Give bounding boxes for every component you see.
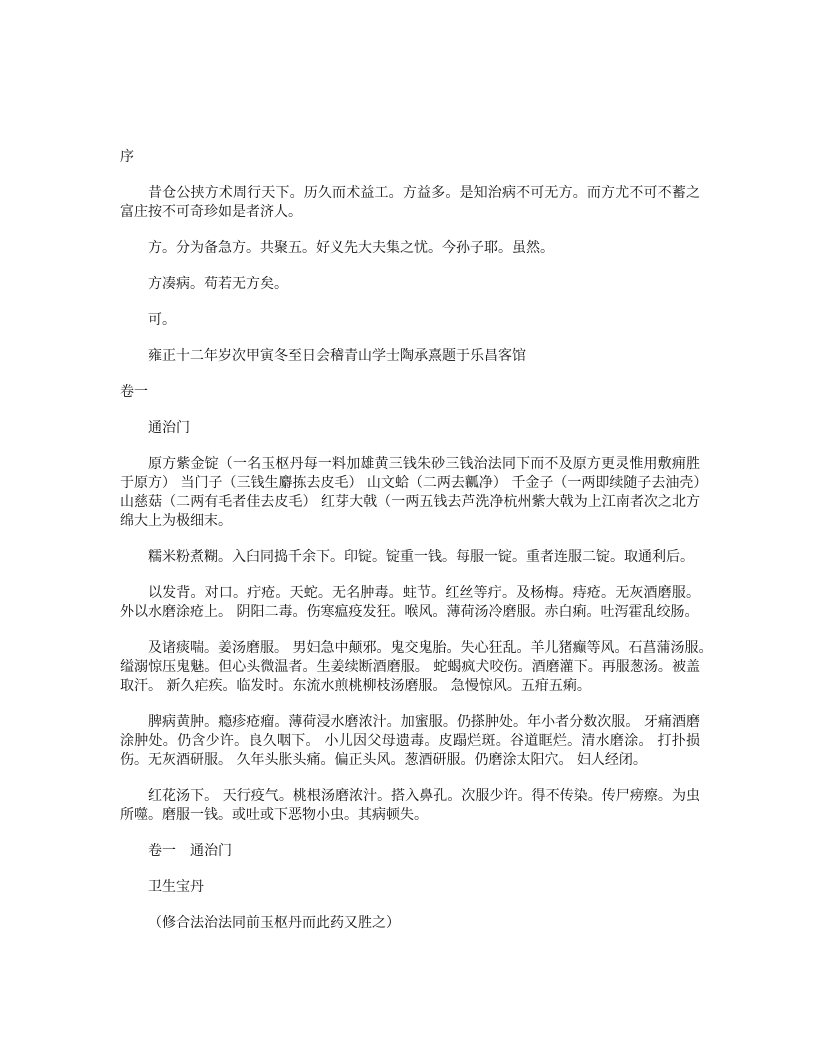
text-line: 山慈菇（二两有毛者佳去皮毛） 红芽大戟（一两五钱去芦洗净杭州紫大戟为上江南者次之北方 bbox=[120, 494, 700, 510]
paragraph bbox=[120, 914, 700, 933]
paragraph bbox=[120, 842, 700, 861]
text-line: 以发背。对口。疔疮。天蛇。无名肿毒。蛀节。红丝等疔。及杨梅。痔疮。无灰酒磨服。 bbox=[148, 585, 700, 601]
text-line: 富庄按不可奇珍如是者济人。 bbox=[120, 204, 302, 220]
text-line: 红花汤下。 天行疫气。桃根汤磨浓汁。搭入鼻孔。次服少许。得不传染。传尸痨瘵。为虫 bbox=[148, 788, 700, 804]
text-line: 卷一 bbox=[120, 384, 148, 400]
text-line: 序 bbox=[120, 149, 134, 165]
paragraph bbox=[120, 584, 700, 622]
paragraph bbox=[120, 347, 700, 366]
paragraph bbox=[120, 713, 700, 770]
paragraph bbox=[120, 311, 700, 330]
text-line: 取汗。 新久疟疾。临发时。东流水煎桃柳枝汤磨服。 急慢惊风。五疳五痢。 bbox=[120, 678, 591, 694]
text-line: 糯米粉煮糊。入臼同捣千余下。印锭。锭重一钱。每服一锭。重者连服二锭。取通利后。 bbox=[148, 549, 694, 565]
document-page bbox=[120, 148, 713, 950]
text-line: 昔仓公挟方术周行天下。历久而术益工。方益多。是知治病不可无方。而方尤不可不蓄之 bbox=[148, 185, 700, 201]
text-line: 绵大上为极细末。 bbox=[120, 513, 232, 529]
text-line: 卫生宝丹 bbox=[148, 879, 204, 895]
text-line: 所噬。磨服一钱。或吐或下恶物小虫。其病顿失。 bbox=[120, 807, 428, 823]
text-line: 卷一 通治门 bbox=[148, 843, 232, 859]
text-line: 雍正十二年岁次甲寅冬至日会稽青山学士陶承熹题于乐昌客馆 bbox=[148, 348, 526, 364]
paragraph bbox=[120, 275, 700, 294]
text-line: 外以水磨涂疮上。 阴阳二毒。伤寒瘟疫发狂。喉风。薄荷汤冷磨服。赤白痢。吐泻霍乱绞肠。 bbox=[120, 604, 699, 620]
paragraph bbox=[120, 148, 700, 167]
paragraph bbox=[120, 455, 708, 531]
text-line: 缢溺惊压鬼魅。但心头微温者。生姜续断酒磨服。 蛇蝎疯犬咬伤。酒磨灌下。再服葱汤。被盖 bbox=[120, 659, 700, 675]
paragraph bbox=[120, 383, 700, 402]
paragraph bbox=[120, 639, 713, 696]
text-line: 涂肿处。仍含少许。良久咽下。 小儿因父母遗毒。皮蹋烂斑。谷道眶烂。清水磨涂。 打扑损 bbox=[120, 733, 700, 749]
text-line: 伤。无灰酒研服。 久年头胀头痛。偏正头风。葱酒研服。仍磨涂太阳穴。 妇人经闭。 bbox=[120, 752, 647, 768]
text-line: 于原方） 当门子（三钱生麝拣去皮毛） 山文蛤（二两去瓤净） 千金子（一两即续随子去油壳） bbox=[120, 475, 708, 491]
text-line: （修合法治法同前玉枢丹而此药又胜之） bbox=[148, 915, 400, 931]
text-line: 脾病黄肿。瘾疹疮瘤。薄荷浸水磨浓汁。加蜜服。仍搽肿处。年小者分数次服。 牙痛酒磨 bbox=[148, 714, 700, 730]
paragraph bbox=[120, 184, 700, 222]
text-line: 可。 bbox=[148, 312, 176, 328]
paragraph bbox=[120, 239, 700, 258]
text-line: 原方紫金锭（一名玉枢丹每一料加雄黄三钱朱砂三钱治法同下而不及原方更灵惟用敷痈胜 bbox=[148, 456, 700, 472]
paragraph bbox=[120, 787, 700, 825]
paragraph bbox=[120, 878, 700, 897]
paragraph bbox=[120, 548, 700, 567]
text-line: 及诸痰喘。姜汤磨服。 男妇急中颠邪。鬼交鬼胎。失心狂乱。羊儿猪癫等风。石菖蒲汤服。 bbox=[148, 640, 713, 656]
text-line: 方凑病。苟若无方矣。 bbox=[148, 276, 288, 292]
text-line: 方。分为备急方。共聚五。好义先大夫集之忧。今孙子耶。虽然。 bbox=[148, 240, 554, 256]
text-line: 通治门 bbox=[148, 420, 190, 436]
paragraph bbox=[120, 419, 700, 438]
